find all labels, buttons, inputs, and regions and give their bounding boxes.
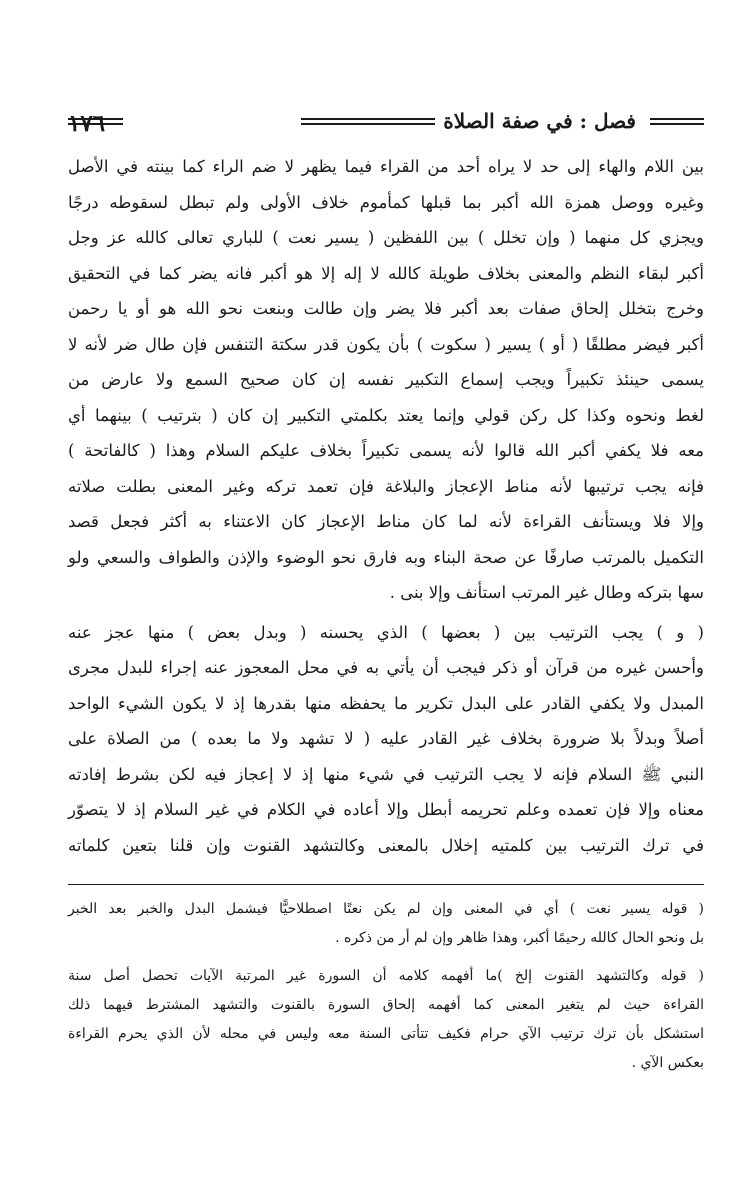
chapter-title: فصل : في صفة الصلاة (435, 108, 644, 134)
text-line: أصلاً وبدلاً بلا ضرورة بخلاف غير القادر عليه ( لا تشهد ولا ما بعده ) من الصلاة على (68, 729, 704, 748)
text-line: أكبر فيضر مطلقًا ( أو ) يسير ( سكوت ) بأن يكون قدر سكتة التنفس فإن طال ضر لأنه لا (68, 334, 704, 354)
text-line: ( و ) يجب الترتيب بين ( بعضها ) الذي يحسنه ( وبدل بعض ) منها عجز عنه (68, 622, 704, 642)
header-rule-left (68, 118, 123, 125)
text-line: سها بتركه وطال غير المرتب استأنف وإلا بنى . (389, 583, 704, 602)
footnote-line: بعكس الآي . (631, 1055, 704, 1071)
header-rule-right (650, 118, 704, 125)
footnote-divider (68, 884, 704, 885)
text-line: وإلا فلا ويستأنف القراءة لأنه لما كان مناط الإعجاز كان الاعتناء به أكثر فجعل قصد (68, 512, 704, 531)
paragraph-1 (68, 149, 704, 611)
footnotes (68, 895, 704, 1078)
text-line: فإنه يجب ترتيبها لأنه مناط الإعجاز والبلاغة فإن تعمد تركه وغير المعنى بطلت صلاته (68, 476, 704, 496)
footnote-2 (68, 962, 704, 1078)
text-line: أكبر لبقاء النظم والمعنى بخلاف طويلة كالله لا إله إلا هو أكبر فانه يضر كما في التحقيق (68, 263, 704, 283)
text-line: النبي ﷺ السلام فإنه لا يجب الترتيب في شيء منها إذ لا إعجاز فيه لكن بشرط إفادته (68, 764, 704, 784)
text-line: وخرج بتخلل إلحاق صفات بعد أكبر فلا يضر وإن طالت وبنعت نحو الله هو أو يا رحمن (68, 299, 704, 318)
page-number-text: ١٧٦ (68, 110, 106, 137)
footnote-line: القراءة حيث لم يتغير المعنى كما أفهمه إلحاق السورة بالقنوت والتشهد المشترط فيهما ذلك (68, 997, 704, 1013)
text-line: لغط ونحوه وكذا كل ركن قولي وإنما يعتد بكلمتي التكبير إن كان ( بترتيب ) بينهما أي (68, 405, 704, 425)
text-line: وغيره ووصل همزة الله أكبر بما قبلها كمأموم خلاف الأولى ولم تبطل لسقوطه درجًا (68, 192, 704, 212)
footnote-line: ( قوله يسير نعت ) أي في المعنى وإن لم يكن نعتًا اصطلاحيًّا فيشمل البدل والخبر بعد الخبر (68, 901, 704, 917)
text-line: معه فلا يكفي أكبر الله قالوا لأنه يسمى تكبيراً بخلاف عليكم السلام وهذا ( كالفاتحة ) (68, 441, 704, 460)
footnote-gap (68, 953, 704, 962)
paragraph-2 (68, 615, 704, 864)
text-line: وأحسن غيره من قرآن أو ذكر فيجب أن يأتي به في محل المعجوز عنه إجراء للبدل مجرى (68, 658, 704, 677)
main-text (68, 149, 704, 863)
footnote-1 (68, 895, 704, 953)
text-line: في ترك الترتيب بين كلمتيه إخلال بالمعنى وكالتشهد القنوت وإن قلنا بتعين كلماته (68, 835, 704, 855)
text-line: ويجزي كل منهما ( وإن تخلل ) بين اللفظين ( يسير نعت ) للباري تعالى كالله عز وجل (68, 228, 704, 247)
text-line: المبدل ولا يكفي القادر على البدل تكرير ما يحفظه منها بقدرها إذ لا يكون الشيء الواحد (68, 693, 704, 713)
text-line: معناه وإلا فإن تعمده وعلم تحريمه أبطل وإلا أعاده في الكلام في غير السلام إذ لا يتصوّر (68, 800, 704, 819)
page-header (68, 106, 704, 140)
text-line: يسمى حينئذ تكبيراً ويجب إسماع التكبير نفسه إن كان صحيح السمع ولا عارض من (68, 370, 704, 389)
footnote-line: استشكل بأن ترك ترتيب الآي حرام فكيف تتأتى السنة معه وليس في محله لأن الذي يحرم القراءة (68, 1026, 704, 1042)
text-line: بين اللام والهاء إلى حد لا يراه أحد من القراء فيما يظهر لا ضم الراء كما بينته في الأصل (68, 157, 704, 176)
text-line: التكميل بالمرتب صارفًا عن صحة البناء وبه فارق نحو الوضوء والإذن والطواف والسعي ولو (68, 547, 704, 567)
footnote-line: ( قوله وكالتشهد القنوت إلخ )ما أفهمه كلامه أن السورة غير المرتبة الآيات تحصل أصل سنة (68, 968, 704, 984)
footnote-line: بل ونحو الحال كالله رحيمًا أكبر، وهذا ظاهر وإن لم أر من ذكره . (335, 930, 704, 946)
